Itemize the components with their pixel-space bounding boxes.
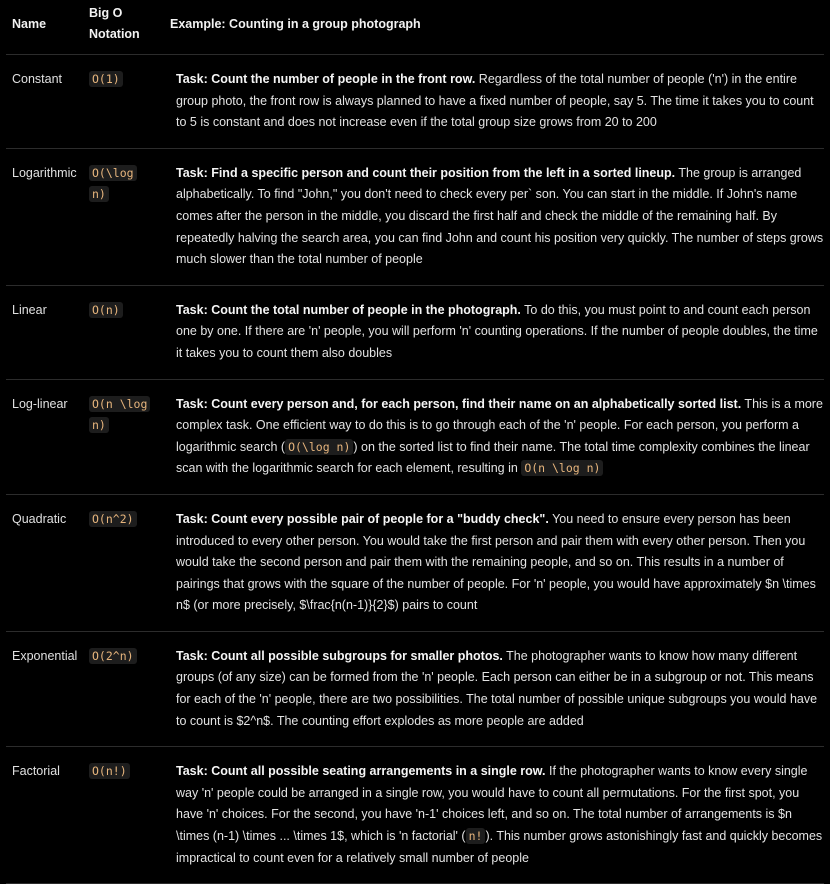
task-title: Task: Find a specific person and count their position from the left in a sorted lineup.	[176, 165, 676, 180]
row-notation	[83, 285, 160, 379]
example-text: You need to ensure every person has been introduced to every other person. You would take the first person and pair them with every other person. Then you would take the second person and pair them with the remaining people, and so on. This results in a number of pairings that grows with the square of the number of people. For 'n' people, you would have approximately $n \times n$ (or more precisely, $\frac{n(n-1)}{2}$) pairs to count	[176, 511, 816, 613]
notation-code: O(\log n)	[89, 165, 137, 203]
notation-code: O(n!)	[89, 763, 130, 779]
header-example: Example: Counting in a group photograph	[160, 0, 824, 55]
example-text: The group is arranged alphabetically. To find "John," you don't need to check every per` son. You can start in the middle. If John's name comes after the person in the middle, you discard the first half and check the middle of the remaining half. By repeatedly halving the search area, you can find John and count his position very quickly. The number of steps grows much slower than the total number of people	[176, 165, 824, 267]
task-title: Task: Count all possible subgroups for smaller photos.	[176, 648, 503, 663]
header-name: Name	[6, 0, 83, 55]
notation-code: O(1)	[89, 71, 123, 87]
table-row	[6, 379, 824, 494]
notation-code: O(n^2)	[89, 511, 137, 527]
example-text: Regardless of the total number of people ('n') in the entire group photo, the front row is always planned to have a fixed number of people, say 5. The time it takes you to count to 5 is constant and does not increase even if the total group size grows from 20 to 200	[176, 72, 814, 130]
example-text: ) on the sorted list to find their name. The total time complexity combines the linear scan with the logarithmic search for each element, resulting in	[176, 439, 810, 476]
row-example	[160, 285, 824, 379]
table-row	[6, 285, 824, 379]
notation-code: O(n \log n)	[89, 396, 150, 434]
task-title: Task: Count the total number of people in the photograph.	[176, 302, 521, 317]
table-row	[6, 494, 824, 631]
task-title: Task: Count the number of people in the front row.	[176, 72, 476, 86]
row-example	[160, 494, 824, 631]
row-example	[160, 379, 824, 494]
task-title: Task: Count every possible pair of people for a "buddy check".	[176, 511, 549, 526]
row-name: Logarithmic	[6, 148, 83, 285]
task-title: Task: Count all possible seating arrangements in a single row.	[176, 764, 546, 779]
notation-code: O(2^n)	[89, 648, 137, 664]
header-notation: Big O Notation	[83, 0, 160, 55]
task-title: Task: Count every person and, for each person, find their name on an alphabetically sorted list.	[176, 396, 742, 411]
example-text: ). This number grows astonishingly fast and quickly becomes impractical to count even for a relatively small number of people	[176, 829, 823, 865]
row-name: Exponential	[6, 631, 83, 746]
big-o-table	[6, 0, 824, 884]
row-notation	[83, 631, 160, 746]
row-notation	[83, 379, 160, 494]
table-row	[6, 148, 824, 285]
row-name: Constant	[6, 55, 83, 149]
table-row	[6, 55, 824, 149]
example-text: The photographer wants to know how many different groups (of any size) can be formed from the 'n' people. Each person can either be in a subgroup or not. This means for each of the 'n' people, there are two possibilities. The total number of possible unique subgroups you would have to count is $2^n$. The counting effort explodes as more people are added	[176, 648, 818, 728]
row-notation	[83, 148, 160, 285]
row-example	[160, 148, 824, 285]
table-row	[6, 747, 824, 884]
row-notation	[83, 494, 160, 631]
row-example	[160, 55, 824, 149]
row-notation	[83, 747, 160, 884]
example-text: If the photographer wants to know every single way 'n' people could be arranged in a single row, you would have to count all permutations. For the first spot, you have 'n' choices. For the second, you have 'n-1' choices left, and so on. The total number of arrangements is $n \times (n-1) \times ... \times 1$, which is 'n factorial' (	[176, 764, 808, 844]
inline-code: O(\log n)	[285, 439, 353, 455]
inline-code: n!	[466, 828, 486, 844]
row-name: Quadratic	[6, 494, 83, 631]
example-text: To do this, you must point to and count each person one by one. If there are 'n' people, you will perform 'n' counting operations. If the number of people doubles, the time it takes you to count them also doubles	[176, 302, 818, 360]
inline-code: O(n \log n)	[521, 460, 603, 476]
table-header	[6, 0, 824, 55]
row-example	[160, 631, 824, 746]
table-row	[6, 631, 824, 746]
header-row	[6, 0, 824, 55]
example-text: This is a more complex task. One efficient way to do this is to go through each of the 'n' people. For each person, you perform a logarithmic search (	[176, 396, 823, 454]
row-name: Log-linear	[6, 379, 83, 494]
row-notation	[83, 55, 160, 149]
row-name: Linear	[6, 285, 83, 379]
notation-code: O(n)	[89, 302, 123, 318]
row-example	[160, 747, 824, 884]
row-name: Factorial	[6, 747, 83, 884]
